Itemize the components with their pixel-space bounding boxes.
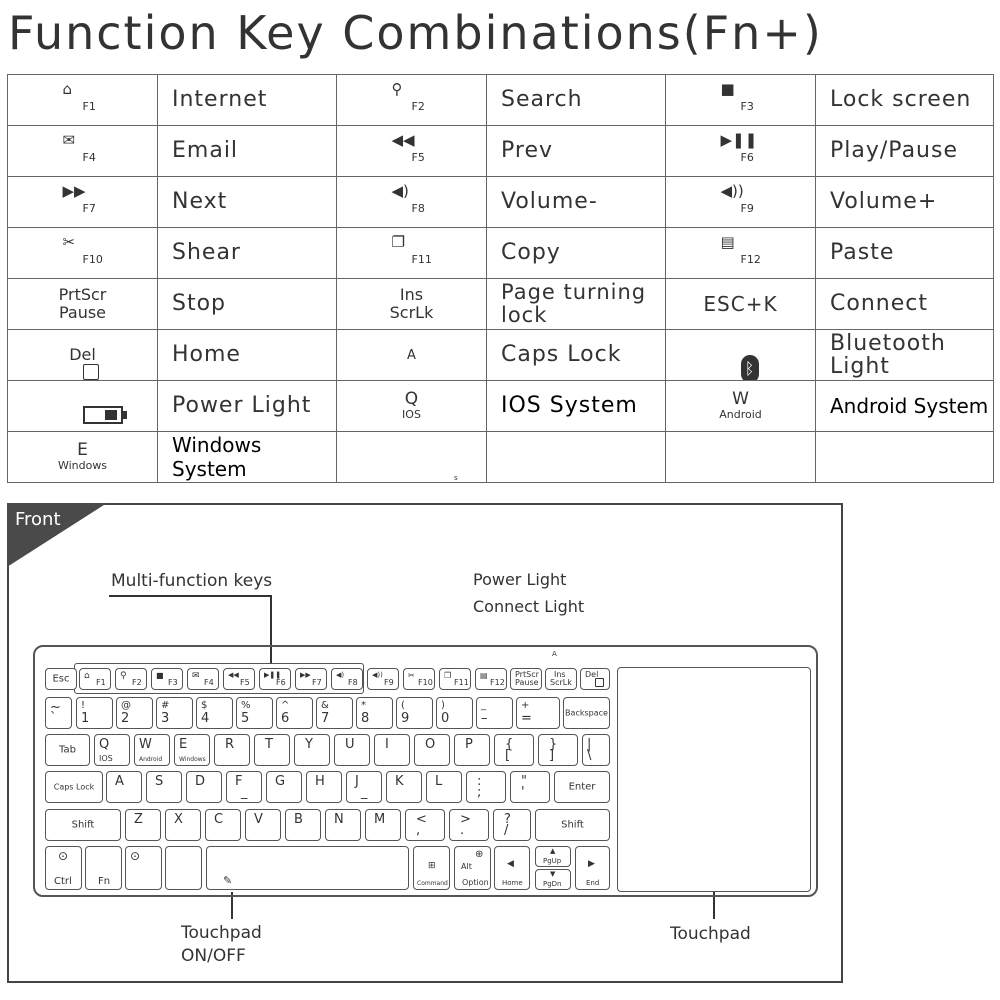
- key-label: F8: [411, 202, 425, 215]
- key-e[interactable]: E Windows: [174, 734, 210, 766]
- f1-key[interactable]: ⌂ F1: [79, 668, 111, 690]
- function-desc: Windows System: [158, 432, 337, 483]
- f11-key[interactable]: ❐ F11: [439, 668, 471, 690]
- function-desc: IOS System: [487, 381, 666, 432]
- key-9[interactable]: ( 9: [396, 697, 433, 729]
- key-label: F7: [82, 202, 96, 215]
- touchpad-onoff-label: ON/OFF: [181, 946, 246, 966]
- f7-key[interactable]: ▶▶ F7: [295, 668, 327, 690]
- key-3[interactable]: # 3: [156, 697, 193, 729]
- stray-mark: s: [454, 474, 458, 482]
- paste-icon: ▤: [480, 671, 488, 680]
- globe-icon: ⊕: [475, 849, 484, 860]
- comma-key[interactable]: < ,: [405, 809, 445, 841]
- space-key[interactable]: [206, 846, 409, 890]
- key-0[interactable]: ) 0: [436, 697, 473, 729]
- key-u[interactable]: U: [334, 734, 370, 766]
- key-t[interactable]: T: [254, 734, 290, 766]
- f5-key[interactable]: ◀◀ F5: [223, 668, 255, 690]
- right-shift-key[interactable]: Shift: [535, 809, 610, 841]
- function-desc: Stop: [158, 279, 337, 330]
- key-label: F6: [740, 151, 754, 164]
- key-label: F3: [740, 100, 754, 113]
- key-label: A: [337, 330, 487, 381]
- tab-key[interactable]: Tab: [45, 734, 90, 766]
- function-desc: Search: [487, 75, 666, 126]
- square-icon: [595, 678, 604, 687]
- minus-key[interactable]: _ –: [476, 697, 513, 729]
- key-label: Android: [719, 408, 762, 421]
- key-label: ScrLk: [389, 303, 434, 322]
- pgdn-key[interactable]: ▼ PgDn: [535, 869, 571, 890]
- key-h[interactable]: H: [306, 771, 342, 803]
- bluetooth-icon: ᛒ: [741, 355, 759, 381]
- cut-icon: ✂: [62, 233, 76, 251]
- function-desc: Shear: [158, 228, 337, 279]
- key-label: F11: [411, 253, 432, 266]
- function-desc: Power Light: [158, 381, 337, 432]
- key-r[interactable]: R: [214, 734, 250, 766]
- key-k[interactable]: K: [386, 771, 422, 803]
- function-desc: Email: [158, 126, 337, 177]
- function-desc: Page turning: [501, 280, 647, 304]
- touchpad-onoff-label: Touchpad: [181, 923, 262, 943]
- function-desc: Volume+: [816, 177, 994, 228]
- arrow-down-icon: ▼: [550, 870, 556, 878]
- key-b[interactable]: B: [285, 809, 321, 841]
- function-desc: Prev: [487, 126, 666, 177]
- power-light-label: Power Light: [473, 570, 567, 589]
- key-label: PrtScr: [58, 285, 107, 304]
- function-desc: Home: [158, 330, 337, 381]
- key-x[interactable]: X: [165, 809, 201, 841]
- function-desc: Play/Pause: [816, 126, 994, 177]
- mouse-key[interactable]: [125, 846, 162, 890]
- key-c[interactable]: C: [205, 809, 241, 841]
- f4-key[interactable]: ✉ F4: [187, 668, 219, 690]
- key-label: IOS: [402, 408, 421, 421]
- mouse-icon: ⊙: [130, 849, 141, 863]
- ctrl-key[interactable]: ⊙ Ctrl: [45, 846, 82, 890]
- cut-icon: ✂: [408, 671, 415, 680]
- f10-key[interactable]: ✂ F10: [403, 668, 435, 690]
- touchpad[interactable]: [617, 667, 811, 892]
- key-label: Pause: [58, 303, 107, 322]
- table-row: [8, 228, 994, 279]
- key-2[interactable]: @ 2: [116, 697, 153, 729]
- lock-icon: ■: [720, 80, 735, 98]
- callout-line: [109, 595, 271, 597]
- function-desc: Volume-: [487, 177, 666, 228]
- bracket-right-key[interactable]: } ]: [538, 734, 578, 766]
- pgup-key[interactable]: ▲ PgUp: [535, 846, 571, 867]
- email-icon: ✉: [62, 131, 76, 149]
- f6-key[interactable]: ▶❚❚ F6: [259, 668, 291, 690]
- f2-key[interactable]: ⚲ F2: [115, 668, 147, 690]
- prtscr-key[interactable]: PrtScr Pause: [510, 668, 542, 690]
- caps-lock-key[interactable]: Caps Lock: [45, 771, 103, 803]
- key-f[interactable]: F _: [226, 771, 262, 803]
- key-o[interactable]: O: [414, 734, 450, 766]
- command-key[interactable]: ⊞ Command: [413, 846, 450, 890]
- function-desc: Lock screen: [816, 75, 994, 126]
- key-z[interactable]: Z: [125, 809, 161, 841]
- key-label: F1: [82, 100, 96, 113]
- play-pause-icon: ▶❚❚: [720, 131, 758, 149]
- key-label: F5: [411, 151, 425, 164]
- volume-down-icon: ◀): [336, 671, 345, 679]
- key-label: F2: [411, 100, 425, 113]
- function-desc: Caps Lock: [487, 330, 666, 381]
- function-desc: Internet: [158, 75, 337, 126]
- search-icon: ⚲: [391, 80, 403, 98]
- function-desc: Android System: [816, 381, 994, 432]
- key-p[interactable]: P: [454, 734, 490, 766]
- f8-key[interactable]: ◀) F8: [331, 668, 363, 690]
- home-key[interactable]: ◀ Home: [494, 846, 530, 890]
- tilde-key[interactable]: ~ `: [45, 697, 72, 729]
- fn-key[interactable]: Fn: [85, 846, 122, 890]
- backslash-key[interactable]: | \: [582, 734, 610, 766]
- volume-up-icon: ◀)): [372, 671, 383, 679]
- function-desc: lock: [501, 303, 548, 327]
- mouse-icon: ⊙: [58, 849, 69, 863]
- next-icon: ▶▶: [300, 671, 311, 679]
- function-key-table: [7, 74, 994, 483]
- indicator-label: A: [552, 650, 557, 658]
- multi-function-label: Multi-function keys: [111, 571, 273, 591]
- volume-up-icon: ◀)): [720, 182, 744, 200]
- table-row: [8, 75, 994, 126]
- left-shift-key[interactable]: Shift: [45, 809, 121, 841]
- touchpad-label: Touchpad: [670, 924, 751, 944]
- table-row: [8, 432, 994, 483]
- battery-icon: [83, 406, 123, 424]
- key-label: F12: [740, 253, 761, 266]
- prev-icon: ◀◀: [228, 671, 239, 679]
- key-a[interactable]: A: [106, 771, 142, 803]
- function-desc: Light: [830, 354, 890, 379]
- key-label: Q: [404, 389, 419, 409]
- function-desc: Copy: [487, 228, 666, 279]
- square-icon: [83, 364, 99, 380]
- page-title: Function Key Combinations(Fn+): [8, 6, 823, 60]
- copy-icon: ❐: [444, 671, 452, 680]
- home-icon: ⌂: [62, 80, 73, 98]
- end-key[interactable]: ▶ End: [575, 846, 610, 890]
- connect-light-label: Connect Light: [473, 597, 585, 616]
- table-row: [8, 279, 994, 330]
- backspace-key[interactable]: Backspace: [563, 697, 610, 729]
- key-i[interactable]: I: [374, 734, 410, 766]
- function-desc: Next: [158, 177, 337, 228]
- semicolon-key[interactable]: : ;: [466, 771, 506, 803]
- lock-icon: ■: [156, 671, 164, 680]
- quote-key[interactable]: " ': [510, 771, 550, 803]
- bracket-left-key[interactable]: { [: [494, 734, 534, 766]
- f3-key[interactable]: ■ F3: [151, 668, 183, 690]
- windows-icon: ⊞: [428, 861, 436, 871]
- key-w[interactable]: W Android: [134, 734, 170, 766]
- volume-down-icon: ◀): [391, 182, 409, 200]
- key-label: Ins: [399, 285, 424, 304]
- prev-icon: ◀◀: [391, 131, 415, 149]
- key-g[interactable]: G: [266, 771, 302, 803]
- key-label: ESC+K: [666, 279, 816, 330]
- key-label: Del: [69, 345, 96, 364]
- table-row: [8, 177, 994, 228]
- key-n[interactable]: N: [325, 809, 361, 841]
- arrow-up-icon: ▲: [550, 847, 556, 855]
- period-key[interactable]: > .: [449, 809, 489, 841]
- table-row: [8, 126, 994, 177]
- key-label: F4: [82, 151, 96, 164]
- function-desc: Paste: [816, 228, 994, 279]
- blank-key[interactable]: [165, 846, 202, 890]
- search-icon: ⚲: [120, 671, 127, 681]
- key-label: W: [732, 389, 749, 409]
- front-label: Front: [15, 509, 61, 530]
- email-icon: ✉: [192, 671, 200, 681]
- key-q[interactable]: Q IOS: [94, 734, 130, 766]
- arrow-left-icon: ◀: [507, 859, 514, 869]
- paste-icon: ▤: [720, 233, 735, 251]
- home-icon: ⌂: [84, 671, 90, 681]
- key-l[interactable]: L: [426, 771, 462, 803]
- slash-key[interactable]: ? /: [493, 809, 531, 841]
- table-row: [8, 381, 994, 432]
- key-y[interactable]: Y: [294, 734, 330, 766]
- key-d[interactable]: D: [186, 771, 222, 803]
- equals-key[interactable]: + =: [516, 697, 560, 729]
- key-v[interactable]: V: [245, 809, 281, 841]
- ins-key[interactable]: Ins ScrLk: [545, 668, 577, 690]
- key-5[interactable]: % 5: [236, 697, 273, 729]
- f12-key[interactable]: ▤ F12: [475, 668, 507, 690]
- key-label: F10: [82, 253, 103, 266]
- key-4[interactable]: $ 4: [196, 697, 233, 729]
- arrow-right-icon: ▶: [588, 859, 595, 869]
- key-j[interactable]: J _: [346, 771, 382, 803]
- function-desc: Bluetooth: [830, 331, 946, 356]
- key-8[interactable]: * 8: [356, 697, 393, 729]
- key-7[interactable]: & 7: [316, 697, 353, 729]
- key-1[interactable]: ! 1: [76, 697, 113, 729]
- function-desc: Connect: [816, 279, 994, 330]
- next-icon: ▶▶: [62, 182, 86, 200]
- key-s[interactable]: S: [146, 771, 182, 803]
- esc-key[interactable]: Esc: [45, 668, 77, 690]
- play-pause-icon: ▶❚❚: [264, 671, 282, 679]
- f9-key[interactable]: ◀)) F9: [367, 668, 399, 690]
- key-6[interactable]: ^ 6: [276, 697, 313, 729]
- touchpad-toggle-icon: ✎: [223, 874, 233, 887]
- key-label: Windows: [57, 459, 108, 472]
- copy-icon: ❐: [391, 233, 405, 251]
- key-label: F9: [740, 202, 754, 215]
- key-m[interactable]: M: [365, 809, 401, 841]
- table-row: [8, 330, 994, 381]
- key-label: E: [77, 440, 88, 460]
- del-key[interactable]: Del: [580, 668, 610, 690]
- enter-key[interactable]: Enter: [554, 771, 610, 803]
- alt-option-key[interactable]: ⊕ Alt Option: [454, 846, 491, 890]
